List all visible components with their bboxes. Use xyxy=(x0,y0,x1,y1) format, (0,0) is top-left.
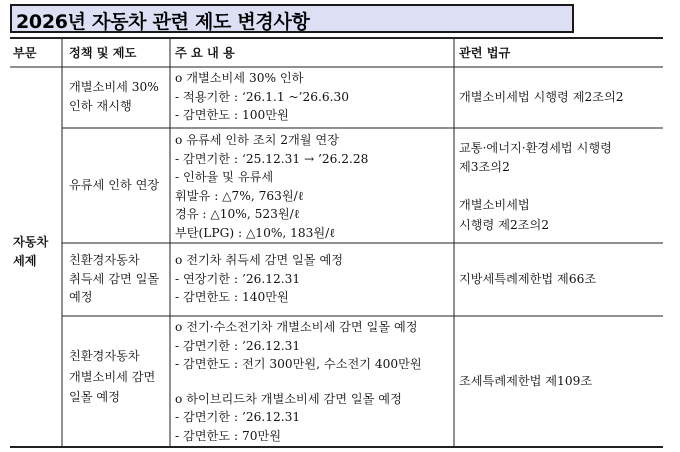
row4-policy: 친환경자동차 개별소비세 감면 일몰 예정 xyxy=(69,349,156,404)
row1-content: o 개별소비세 30% 인하 - 적용기한 : ‘26.1.1 ~’26.6.30 - 감면한도 : 100만원 xyxy=(175,71,350,122)
row4-content: o 전기·수소전기차 개별소비세 감면 일몰 예정 - 감면기한 : ’26.12.31 - 감면한도 : 전기 300만원, 수소전기 400만원 o 하이브리드차 개별소비세 감면 일몰 예정 - 감면기한 : ’26.12.31 - 감면한도 : 70만원 xyxy=(175,320,422,443)
row2-content: o 유류세 인하 조치 2개월 연장 - 감면기한 : ‘25.12.31 → ’26.2.28 - 인하율 및 유류세 휘발유 : △7%, 763원/ℓ 경유 : △10%, 523원/ℓ 부탄(LPG) : △10%, 183원/ℓ xyxy=(175,133,369,240)
row3-policy: 친환경자동차 취득세 감면 일몰 예정 xyxy=(69,253,160,304)
header-policy: 정책 및 제도 xyxy=(69,46,137,60)
header-content: 주 요 내 용 xyxy=(175,46,235,60)
row1-policy: 개별소비세 30% 인하 재시행 xyxy=(69,80,159,113)
header-category: 부문 xyxy=(13,46,37,60)
category-label: 자동차 세제 xyxy=(13,235,49,268)
row1-law: 개별소비세법 시행령 제2조의2 xyxy=(459,90,624,104)
row3-content: o 전기차 취득세 감면 일몰 예정 - 연장기한 : ’26.12.31 - 감면한도 : 140만원 xyxy=(175,253,343,304)
page-title: 2026년 자동차 관련 제도 변경사항 xyxy=(16,11,310,33)
header-law: 관련 법규 xyxy=(459,46,511,60)
title-box xyxy=(10,4,574,33)
row3-law: 지방세특례제한법 제66조 xyxy=(459,272,597,286)
row4-law: 조세특례제한법 제109조 xyxy=(459,374,593,388)
row2-law: 교통·에너지·환경세법 시행령 제3조의2 개별소비세법 시행령 제2조의2 xyxy=(459,141,612,232)
row2-policy: 유류세 인하 연장 xyxy=(69,178,160,192)
